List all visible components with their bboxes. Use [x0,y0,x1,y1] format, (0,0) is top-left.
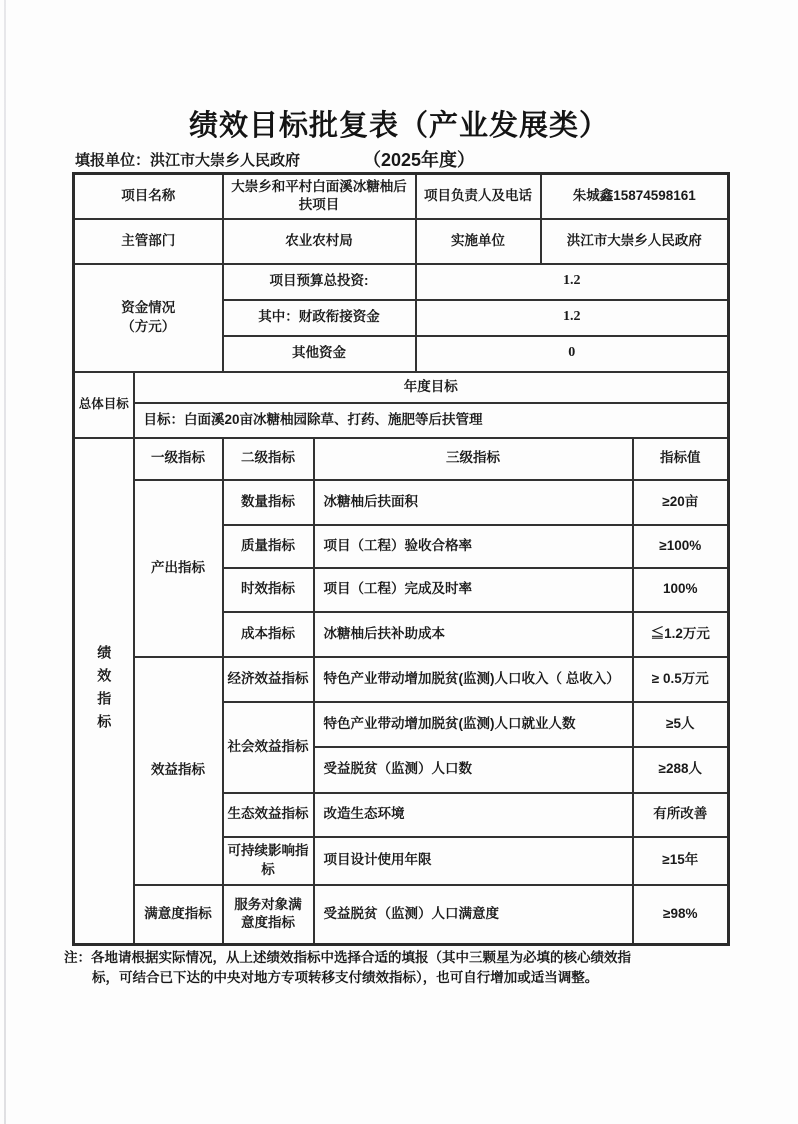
value-cell: ≥20亩 [633,480,729,525]
level2-cell: 经济效益指标 [223,657,314,702]
col-header-value: 指标值 [633,438,729,480]
annual-goal-header-cell: 年度目标 [134,372,729,403]
impl-label-cell: 实施单位 [416,219,541,264]
funding-fiscal-label-cell: 其中：财政衔接资金 [223,300,416,336]
funding-budget-value-cell: 1.2 [416,264,729,300]
dept-label-cell: 主管部门 [74,219,223,264]
value-cell: ≥100% [633,525,729,568]
value-cell: ≥5人 [633,702,729,747]
level3-cell: 特色产业带动增加脱贫(监测)人口就业人数 [314,702,633,747]
funding-fiscal-value-cell: 1.2 [416,300,729,336]
funding-label-cell [74,264,223,372]
level2-cell: 成本指标 [223,612,314,657]
level3-cell: 项目（工程）验收合格率 [314,525,633,568]
funding-other-label-cell: 其他资金 [223,336,416,372]
level2-cell: 服务对象满意度指标 [223,885,314,945]
level2-cell: 时效指标 [223,568,314,612]
dept-value-cell: 农业农村局 [223,219,416,264]
manager-label-cell: 项目负责人及电话 [416,174,541,219]
footer-note [64,948,740,987]
value-cell: ≥288人 [633,747,729,793]
reporting-unit-value: 洪江市大崇乡人民政府 [150,152,301,169]
value-cell: ≦1.2万元 [633,612,729,657]
col-header-level3: 三级指标 [314,438,633,480]
indicator-row [74,480,729,525]
level3-cell: 改造生态环境 [314,793,633,837]
group-satisfaction-label-cell: 满意度指标 [134,885,223,945]
level3-cell: 冰糖柚后扶面积 [314,480,633,525]
reporting-unit-label: 填报单位： [75,152,151,169]
level2-cell: 社会效益指标 [223,702,314,793]
overall-goal-label-cell: 总体目标 [74,372,134,438]
footer-note-line2: 标，可结合已下达的中央对地方专项转移支付绩效指标），也可自行增加或适当调整。 [92,969,599,985]
annual-goal-text-cell: 目标：白面溪20亩冰糖柚园除草、打药、施肥等后扶管理 [134,403,729,438]
subtitle-row [0,146,798,170]
value-cell: ≥98% [633,885,729,945]
value-cell: ≥ 0.5万元 [633,657,729,702]
level3-cell: 特色产业带动增加脱贫(监测)人口收入（ 总收入） [314,657,633,702]
funding-label-line2: （方元） [121,318,176,334]
indicator-row [74,657,729,702]
level3-cell: 项目（工程）完成及时率 [314,568,633,612]
form-year: （2025年度） [363,150,476,170]
reporting-unit [75,149,300,170]
project-name-label-cell: 项目名称 [74,174,223,219]
manager-value-cell: 朱城鑫15874598161 [541,174,729,219]
level3-cell: 项目设计使用年限 [314,837,633,885]
impl-value-cell: 洪江市大崇乡人民政府 [541,219,729,264]
level3-cell: 受益脱贫（监测）人口满意度 [314,885,633,945]
page-title: 绩效目标批复表（产业发展类） [188,110,609,142]
performance-side-label-cell [74,438,134,945]
level2-cell: 质量指标 [223,525,314,568]
level3-cell: 冰糖柚后扶补助成本 [314,612,633,657]
level2-cell: 生态效益指标 [223,793,314,837]
value-cell: 有所改善 [633,793,729,837]
funding-label-line1: 资金情况 [121,300,176,316]
approval-table [72,172,730,946]
indicator-row [74,885,729,945]
project-name-cell: 大崇乡和平村白面溪冰糖柚后扶项目 [223,174,416,219]
value-cell: ≥15年 [633,837,729,885]
group-benefit-label-cell: 效益指标 [134,657,223,885]
funding-other-value-cell: 0 [416,336,729,372]
col-header-level2: 二级指标 [223,438,314,480]
level3-cell: 受益脱贫（监测）人口数 [314,747,633,793]
value-cell: 100% [633,568,729,612]
level2-cell: 数量指标 [223,480,314,525]
performance-side-label: 绩效指标 [96,644,113,737]
footer-note-line1: 注：各地请根据实际情况，从上述绩效指标中选择合适的填报（其中三颗星为必填的核心绩效指 [64,950,631,965]
group-output-label-cell: 产出指标 [134,480,223,657]
level2-cell: 可持续影响指标 [223,837,314,885]
funding-budget-label-cell: 项目预算总投资: [223,264,416,300]
col-header-level1: 一级指标 [134,438,223,480]
